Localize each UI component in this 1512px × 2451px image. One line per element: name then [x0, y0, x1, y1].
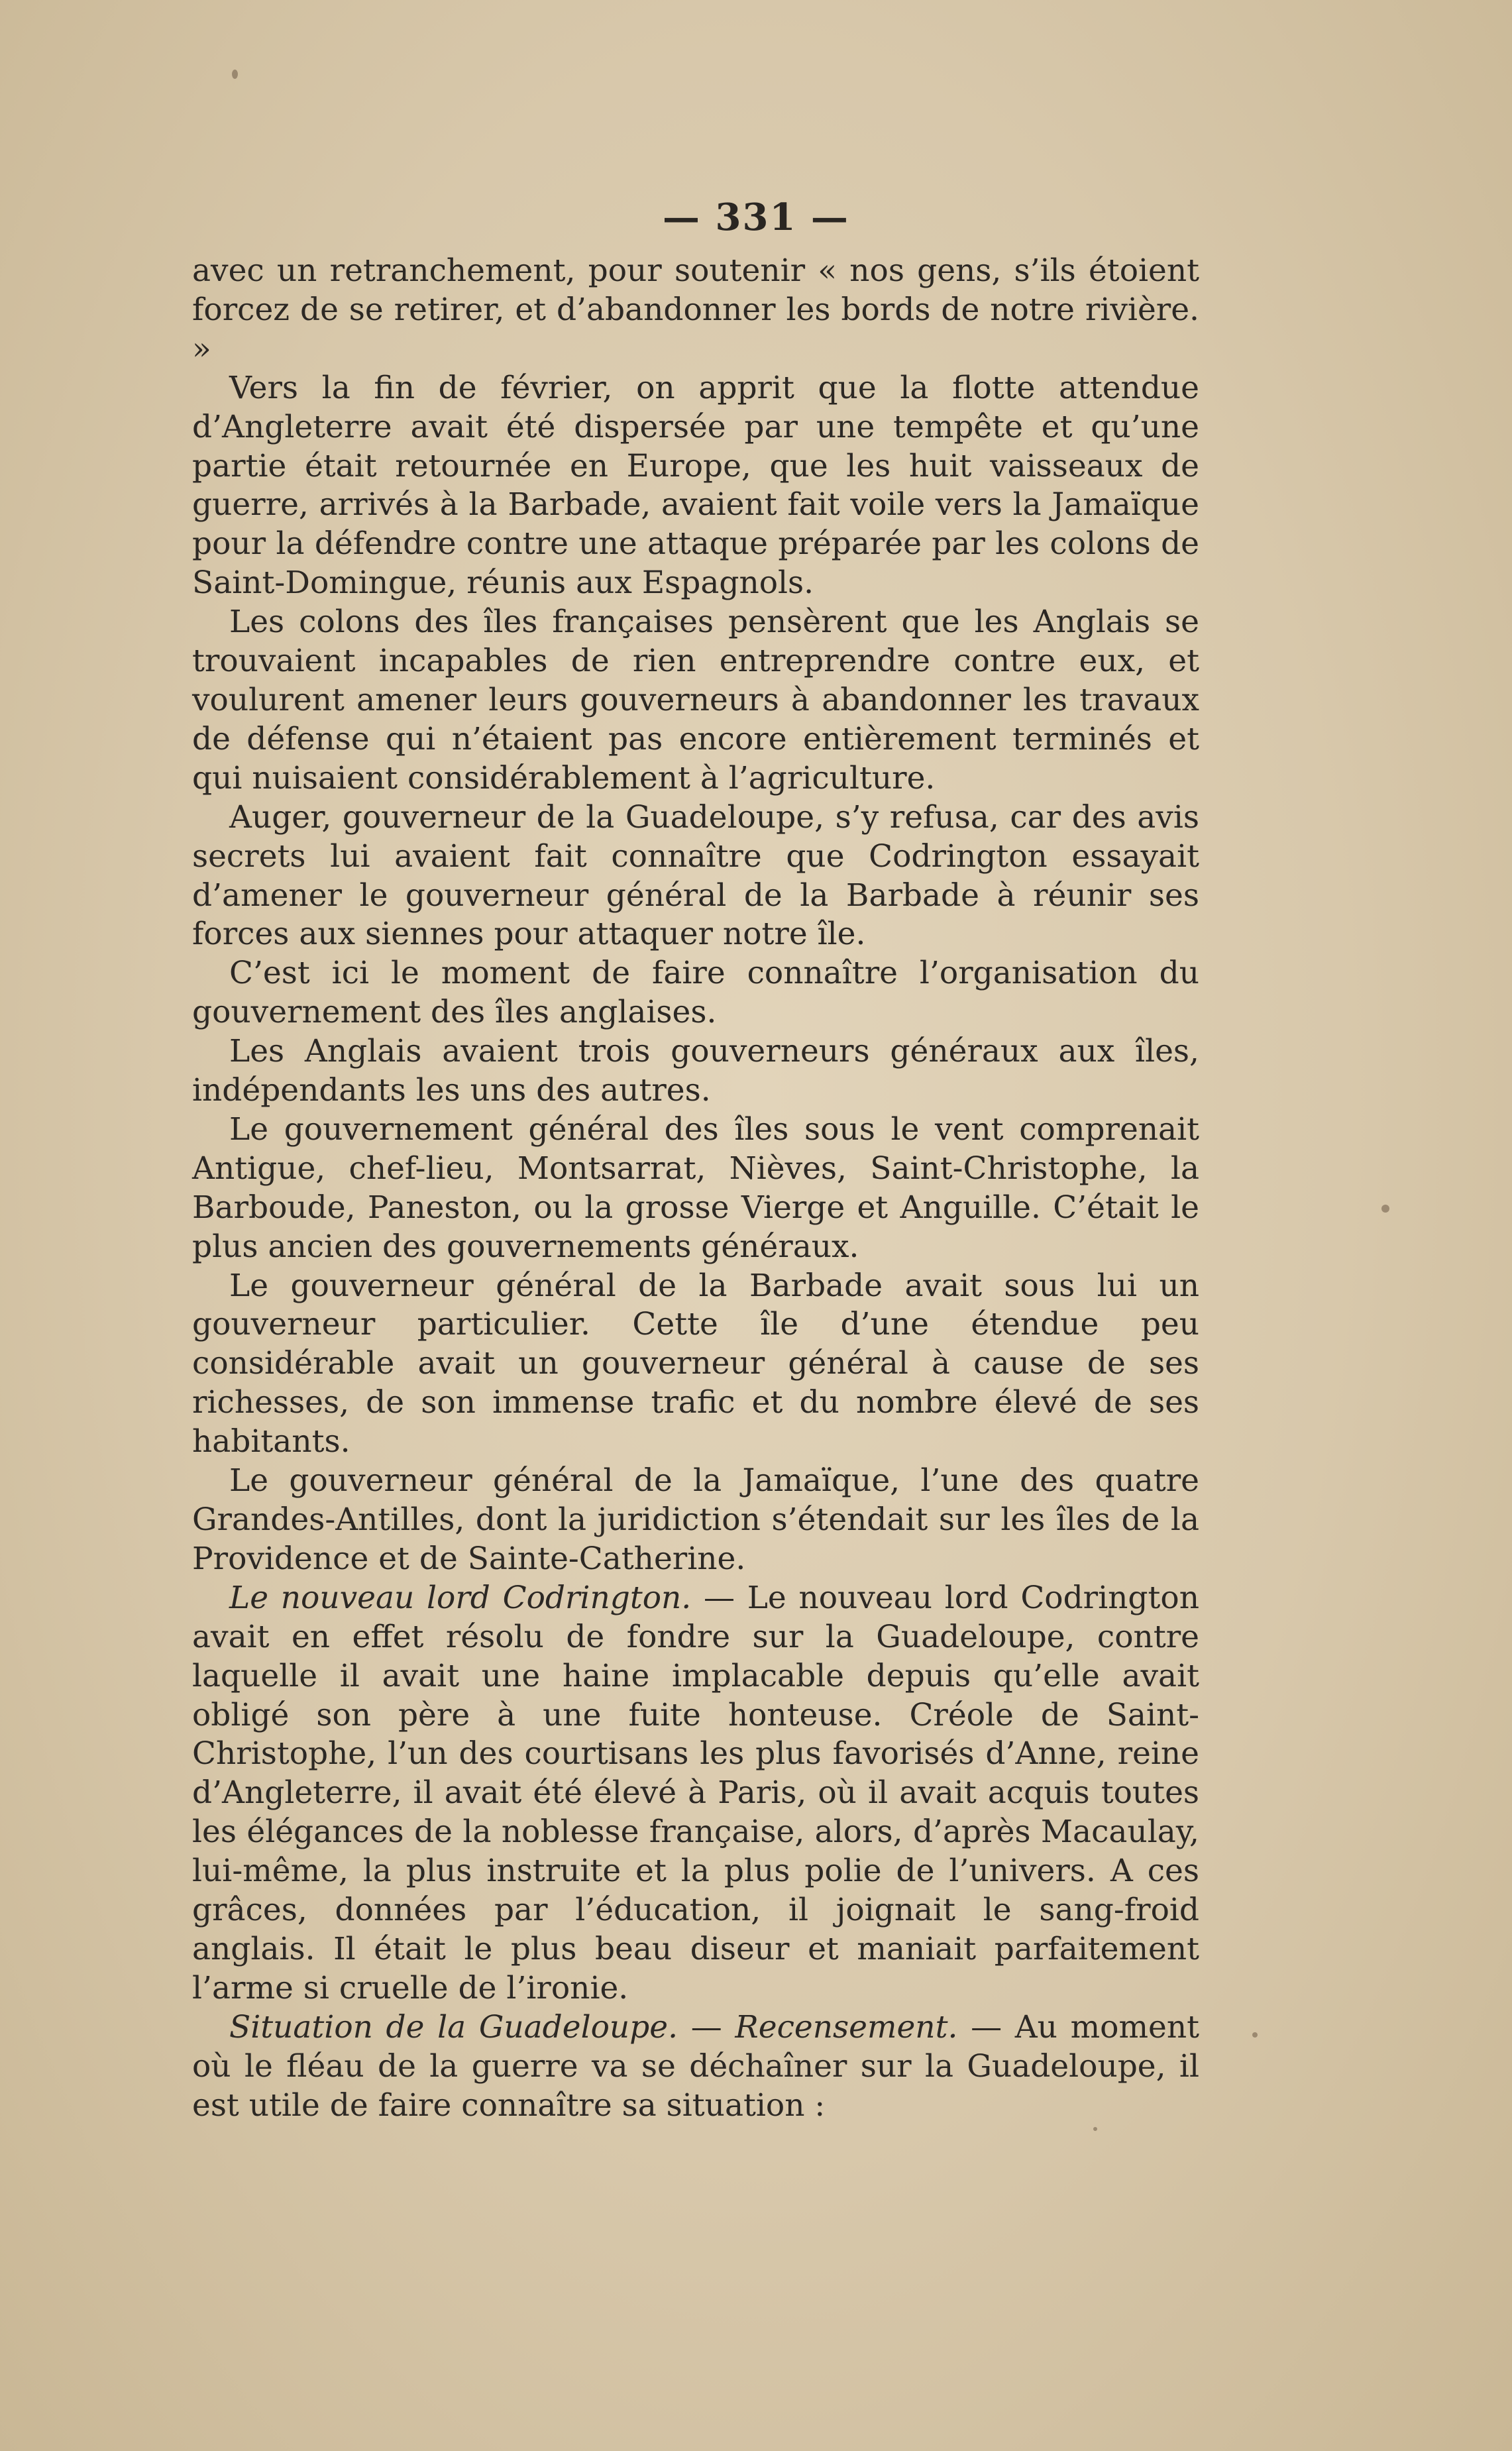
section-heading: Le nouveau lord Codrington.: [229, 1579, 692, 1616]
paragraph: Vers la fin de février, on apprit que la flotte attendue d’Angleterre avait été dispersée par une tempête et qu’une partie était retournée en Europe, que les huit vaisseaux de guerre, arrivés à la Barbade, avaient fait voile vers la Jamaïque pour la défendre contre une attaque préparée par les colons de Saint-Domingue, réunis aux Espagnols.: [192, 369, 1199, 602]
heading-separator: —: [678, 2008, 735, 2045]
paragraph: avec un retranchement, pour soutenir « nos gens, s’ils étoient forcez de se retirer, et d’abandonner les bords de notre rivière. »: [192, 252, 1199, 367]
section-heading: Situation de la Guadeloupe.: [229, 2008, 678, 2045]
paragraph: Auger, gouverneur de la Guadeloupe, s’y refusa, car des avis secrets lui avaient fait connaître que Codrington essayait d’amener le gouverneur général de la Barbade à réunir ses forces aux siennes pour attaquer notre île.: [192, 798, 1199, 953]
paragraph-text: — Le nouveau lord Codrington avait en effet résolu de fondre sur la Guadeloupe, contre laquelle il avait une haine implacable depuis qu’elle avait obligé son père à une fuite honteuse. Créole de Saint-Christophe, l’un des courtisans les plus favorisés d’Anne, reine d’Angleterre, il avait été élevé à Paris, où il avait acquis toutes les élégances de la noblesse française, alors, d’après Macaulay, lui-même, la plus instruite et la plus polie de l’univers. A ces grâces, données par l’éducation, il joignait le sang-froid anglais. Il était le plus beau diseur et maniait parfaitement l’arme si cruelle de l’ironie.: [192, 1579, 1199, 2006]
section-subheading: Recensement.: [735, 2008, 958, 2045]
paragraph: Le gouverneur général de la Barbade avait sous lui un gouverneur particulier. Cette île d’une étendue peu considérable avait un gouverneur général à cause de ses richesses, de son immense trafic et du nombre élevé de ses habitants.: [192, 1267, 1199, 1460]
paragraph: Les colons des îles françaises pensèrent que les Anglais se trouvaient incapables de rien entreprendre contre eux, et voulurent amener leurs gouverneurs à abandonner les travaux de défense qui n’étaient pas encore entièrement terminés et qui nuisaient considérablement à l’agriculture.: [192, 604, 1199, 796]
body-text: [192, 252, 1199, 2126]
page-number: — 331 —: [663, 195, 849, 239]
paper-speck: [1093, 2127, 1097, 2131]
paragraph: Le gouverneur général de la Jamaïque, l’une des quatre Grandes-Antilles, dont la juridiction s’étendait sur les îles de la Providence et de Sainte-Catherine.: [192, 1462, 1199, 1577]
paragraph: Le gouvernement général des îles sous le vent comprenait Antigue, chef-lieu, Montsarrat, Nièves, Saint-Christophe, la Barboude, Paneston, ou la grosse Vierge et Anguille. C’était le plus ancien des gouvernements généraux.: [192, 1111, 1199, 1265]
paragraph: Les Anglais avaient trois gouverneurs généraux aux îles, indépendants les uns des autres.: [192, 1033, 1199, 1109]
paragraph: C’est ici le moment de faire connaître l’organisation du gouvernement des îles anglaises.: [192, 955, 1199, 1031]
paragraph-text: — Au moment où le fléau de la guerre va se déchaîner sur la Guadeloupe, il est utile de faire connaître sa situation :: [192, 2008, 1200, 2124]
paper-speck: [232, 70, 238, 79]
paragraph: [192, 2008, 1199, 2126]
paper-speck: [1252, 2032, 1258, 2038]
paper-speck: [1381, 1205, 1389, 1213]
paragraph: [192, 1579, 1199, 2008]
